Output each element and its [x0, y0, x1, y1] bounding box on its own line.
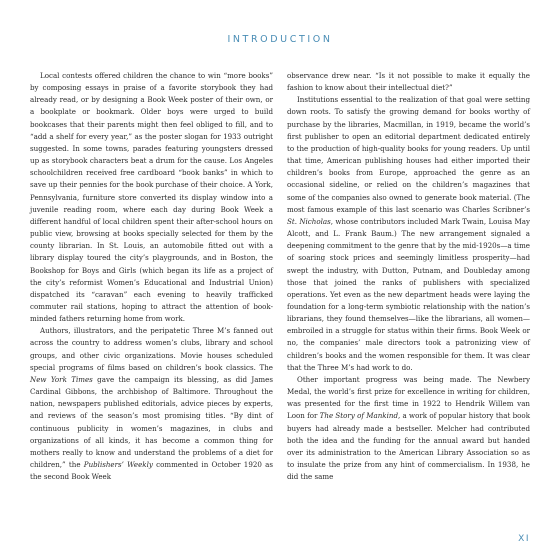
paragraph-text: Other important progress was being made. The Newbery Medal, the world’s first prize for excellence in writing for children, was presented for the first time in 1922 to Hendrik Willem van Loon for [287, 374, 530, 421]
italic-title: Publishers’ Weekly [83, 460, 153, 469]
paragraph-text: observance drew near. “Is it not possible to make it equally the fashion to know about their intellectual diet?” [287, 71, 530, 93]
paragraph [30, 70, 273, 325]
paragraph-text: gave the campaign its blessing, as did James Cardinal Gibbons, the archbishop of Baltimore. Throughout the nation, newspapers published editorials, advice pieces by experts, and reviews of the season’s most promising titles. “By dint of continuous publicity in women’s magazines, in clubs and organizations of all kinds, it has become a common thing for mothers really to know and understand the problems of a diet for children,” the [30, 374, 273, 469]
paragraph-text: Institutions essential to the realization of that goal were setting down roots. To satisfy the growing demand for books worthy of purchase by the libraries, Macmillan, in 1919, became the world’s first publisher to open an editorial department dedicated entirely to the production of high-quality books for young readers. Up until that time, American publishing houses had either imported their children’s books from Europe, approached the genre as an occasional sideline, or relied on the children’s magazines that some of the companies also owned to generate book material. (The most famous example of this last scenario was Charles Scribner’s [287, 95, 530, 214]
paragraph-text: Authors, illustrators, and the peripatetic Three M’s fanned out across the country to address women’s clubs, library and school groups, and other civic organizations. Movie houses scheduled special programs of films based on children’s book classics. The [30, 326, 273, 372]
paragraph-text: , a work of popular history that book buyers had already made a bestseller. Melcher had contributed both the idea and the funding for the annual award but handed over its administration to the American Library Association so as to insulate the prize from any hint of commercialism. In 1938, he did the same [287, 411, 530, 482]
paragraph [287, 94, 530, 374]
italic-title: New York Times [30, 374, 93, 384]
page-title: INTRODUCTION [227, 34, 333, 45]
paragraph [30, 325, 273, 483]
page-number: XI [518, 534, 530, 544]
italic-title: The Story of Mankind [319, 411, 398, 421]
left-column [30, 70, 273, 520]
paragraph-text: commented in October 1920 as the second Book Week [30, 460, 273, 482]
right-column [287, 70, 530, 520]
paragraph-text: Local contests offered children the chance to win “more books” by composing essays in praise of a favorite storybook they had already read, or by designing a Book Week poster of their own, or a bookplate or bookmark. Older boys were urged to build bookcases that their parents might then feel obliged to fill, and to “add a shelf for every year,” as the poster slogan for 1933 outright suggested. In some towns, parades featuring youngsters dressed up as storybook characters beat a drum for the cause. Los Angeles schoolchildren received free cardboard “book banks” in which to save up their pennies for the book purchase of their choice. A York, Pennsylvania, furniture store converted its display window into a juvenile reading room, where each day during Book Week a different handful of local children spent their after-school hours on public view, browsing at books specially selected for them by the county librarian. In St. Louis, an automobile fitted out with a library display toured the city’s playgrounds, and in Boston, the Bookshop for Boys and Girls (which began its life as a project of the city’s reformist Women’s Educational and Industrial Union) dispatched its “caravan” each evening to heavily trafficked commuter rail stations, hoping to attract the attention of book-minded fathers returning home from work. [30, 71, 273, 324]
paragraph [287, 374, 530, 483]
italic-title: St. Nicholas [287, 216, 331, 226]
paragraph-text: , whose contributors included Mark Twain, Louisa May Alcott, and L. Frank Baum.) The new arrangement signaled a deepening commitment to the genre that by the mid-1920s—a time of soaring stock prices and seemingly limitless prosperity—had swept the industry, with Dutton, Putnam, and Doubleday among those that joined the ranks of publishers with specialized operations. Yet even as the new department heads were laying the foundation for a long-term symbiotic relationship with the nation’s librarians, they found themselves—like the librarians, all women—embroiled in a struggle for status within their firms. Book Week or no, the companies’ male directors took a patronizing view of children’s books and the women responsible for them. It was clear that the Three M’s had work to do. [287, 216, 530, 372]
paragraph [287, 70, 530, 94]
text-columns [30, 70, 530, 520]
